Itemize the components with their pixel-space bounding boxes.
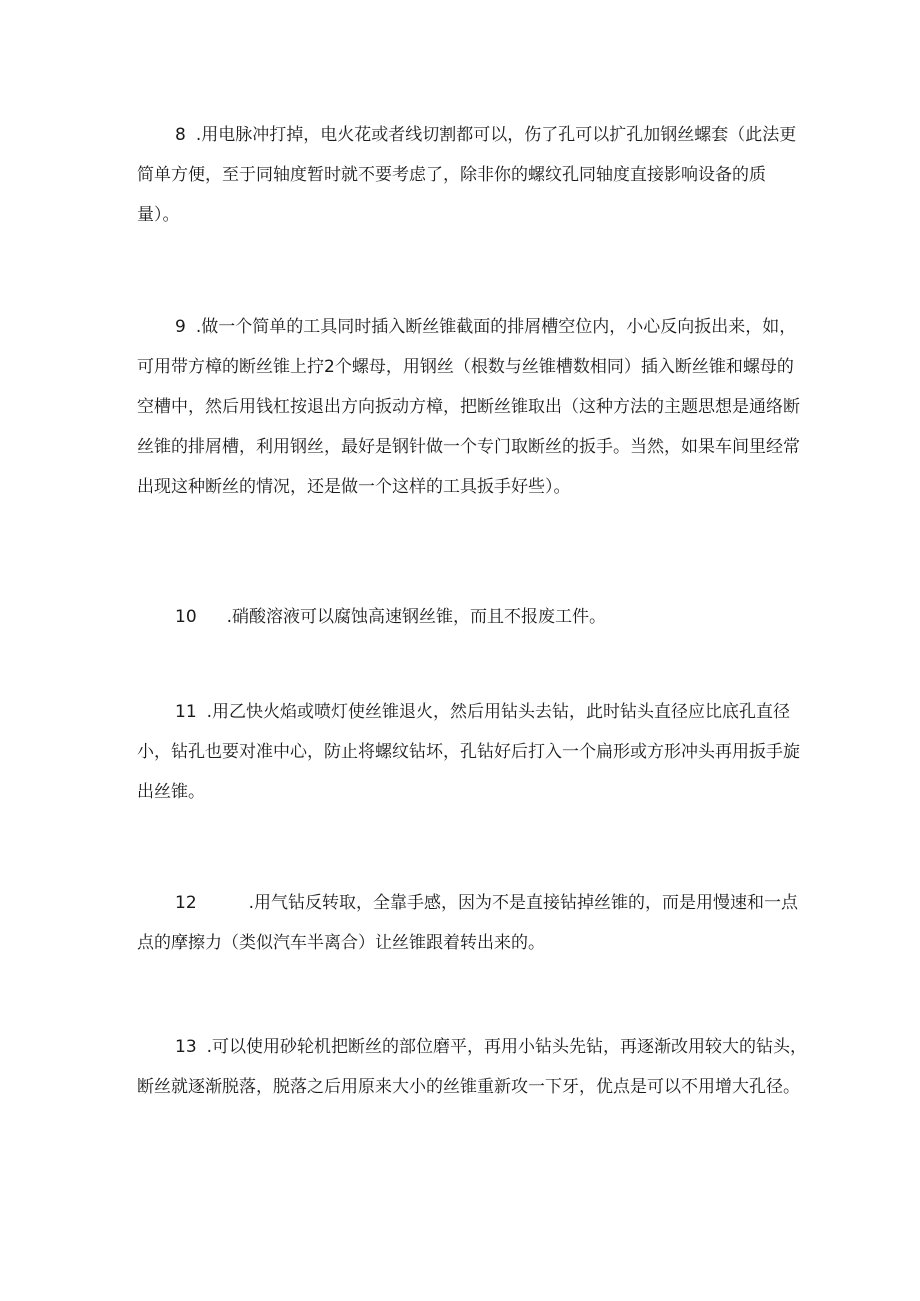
paragraph-line: 简单方便，至于同轴度暂时就不要考虑了，除非你的螺纹孔同轴度直接影响设备的质 xyxy=(137,165,766,185)
paragraph-line: 空槽中，然后用钱杠按退出方向扳动方樟，把断丝锥取出（这种方法的主题思想是通络断 xyxy=(137,397,800,417)
item-text: .用气钻反转取，全靠手感，因为不是直接钻掉丝锥的，而是用慢速和一点 xyxy=(248,893,799,913)
list-item-8 xyxy=(137,115,797,235)
paragraph-line xyxy=(137,692,797,732)
paragraph-line: 可用带方樟的断丝锥上拧2个螺母，用钢丝（根数与丝锥槽数相同）插入断丝锥和螺母的 xyxy=(137,357,794,377)
list-item-13 xyxy=(137,1027,808,1107)
paragraph-line xyxy=(137,1027,808,1067)
item-number: 8 xyxy=(175,125,186,145)
paragraph-line: 点的摩擦力（类似汽车半离合）让丝锥跟着转出来的。 xyxy=(137,933,545,953)
item-number: 11 xyxy=(175,702,197,722)
paragraph-line: 断丝就逐渐脱落，脱落之后用原来大小的丝锥重新攻一下牙，优点是可以不用增大孔径。 xyxy=(137,1077,800,1097)
item-text: .用乙快火焰或喷灯使丝锥退火，然后用钻头去钻，此时钻头直径应比底孔直径 xyxy=(206,702,791,722)
paragraph-line: 丝锥的排屑槽，利用钢丝，最好是钢针做一个专门取断丝的扳手。当然，如果车间里经常 xyxy=(137,437,800,457)
paragraph-line xyxy=(137,597,797,637)
item-number: 13 xyxy=(175,1037,197,1057)
paragraph-line xyxy=(137,883,797,923)
item-number: 9 xyxy=(175,317,186,337)
list-item-9 xyxy=(137,307,800,507)
list-item-11 xyxy=(137,692,800,812)
item-text: .可以使用砂轮机把断丝的部位磨平，再用小钻头先钻，再逐渐改用较大的钻头， xyxy=(206,1037,808,1057)
paragraph-line: 出丝锥。 xyxy=(137,782,205,802)
paragraph-line: 小，钻孔也要对准中心，防止将螺纹钻坏，孔钻好后打入一个扁形或方形冲头再用扳手旋 xyxy=(137,742,800,762)
list-item-10 xyxy=(137,597,797,637)
paragraph-line: 出现这种断丝的情况，还是做一个这样的工具扳手好些）。 xyxy=(137,477,571,497)
list-item-12 xyxy=(137,883,797,963)
item-text: .做一个简单的工具同时插入断丝锥截面的排屑槽空位内，小心反向扳出来，如， xyxy=(195,317,797,337)
item-number: 10 xyxy=(175,607,197,627)
paragraph-line xyxy=(137,115,797,155)
paragraph-line: 量）。 xyxy=(137,205,180,225)
item-text: .硝酸溶液可以腐蚀高速钢丝锥，而且不报废工件。 xyxy=(226,607,607,627)
item-number: 12 xyxy=(175,893,197,913)
paragraph-line xyxy=(137,307,797,347)
item-text: .用电脉冲打掉，电火花或者线切割都可以，伤了孔可以扩孔加钢丝螺套（此法更 xyxy=(195,125,797,145)
